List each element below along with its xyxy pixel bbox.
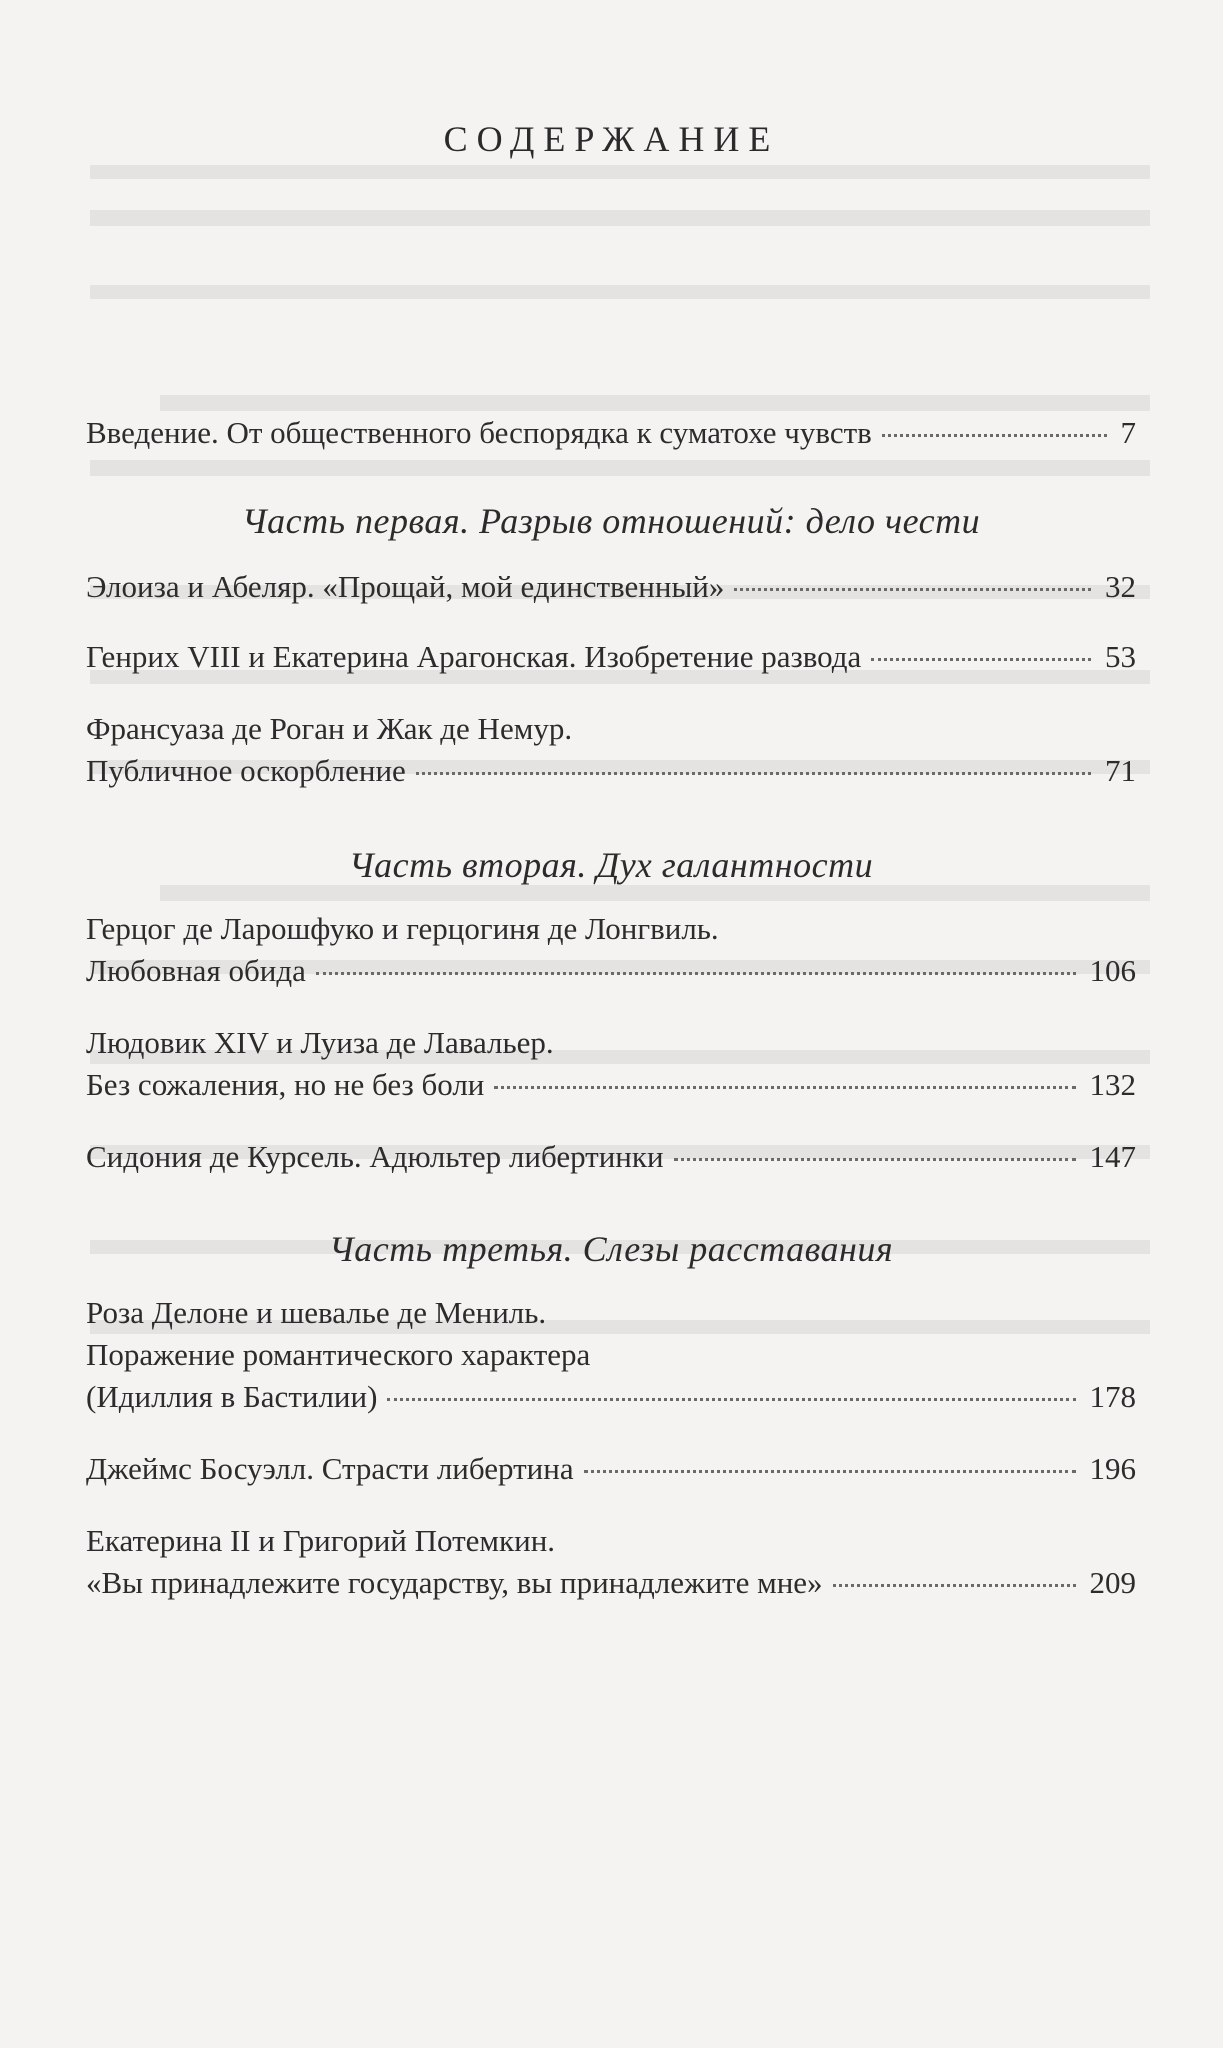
page-title: СОДЕРЖАНИЕ (443, 119, 780, 159)
toc-entry[interactable] (86, 908, 1136, 992)
toc-entry[interactable] (86, 708, 1136, 792)
toc-entry[interactable] (86, 1292, 1136, 1418)
toc-entry-title-line: Герцог де Ларошфуко и герцогиня де Лонгвиль. (86, 911, 719, 946)
part-heading-1: Часть первая. Разрыв отношений: дело чести (241, 501, 981, 541)
dot-leader (387, 1398, 1075, 1401)
toc-entry-title: Сидония де Курсель. Адюльтер либертинки (86, 1139, 664, 1174)
part-heading-3: Часть третья. Слезы расставания (328, 1229, 894, 1269)
toc-entry[interactable] (86, 1136, 1136, 1178)
toc-page-number: 71 (1105, 753, 1136, 788)
toc-entry-title-line: Франсуаза де Роган и Жак де Немур. (86, 711, 573, 746)
toc-page-number: 106 (1089, 953, 1136, 988)
toc-page-number: 209 (1089, 1565, 1136, 1600)
toc-entry-title-line: Екатерина II и Григорий Потемкин. (86, 1523, 556, 1558)
toc-entry-title: Любовная обида (86, 953, 306, 988)
toc-entry-title: Элоиза и Абеляр. «Прощай, мой единственный» (86, 569, 725, 604)
toc-page-number: 7 (1120, 415, 1136, 450)
toc-entry-intro[interactable] (86, 412, 1136, 454)
table-of-contents (86, 412, 1136, 1604)
dot-leader (674, 1158, 1076, 1161)
toc-page-number: 132 (1089, 1067, 1136, 1102)
toc-entry-title-line: Людовик XIV и Луиза де Лавальер. (86, 1025, 554, 1060)
dot-leader (584, 1470, 1076, 1473)
toc-entry-title: «Вы принадлежите государству, вы принадлежите мне» (86, 1565, 823, 1600)
dot-leader (416, 772, 1091, 775)
toc-entry[interactable] (86, 566, 1136, 608)
toc-entry-title-line: Роза Делоне и шевалье де Мениль. (86, 1295, 547, 1330)
dot-leader (734, 588, 1091, 591)
dot-leader (494, 1086, 1075, 1089)
dot-leader (833, 1584, 1076, 1587)
toc-entry[interactable] (86, 1022, 1136, 1106)
toc-entry[interactable] (86, 636, 1136, 678)
toc-entry-title-line: Поражение романтического характера (86, 1337, 591, 1372)
toc-page-number: 32 (1105, 569, 1136, 604)
toc-entry-title: Публичное оскорбление (86, 753, 406, 788)
toc-entry-title: Джеймс Босуэлл. Страсти либертина (86, 1451, 574, 1486)
toc-entry[interactable] (86, 1520, 1136, 1604)
toc-entry-title: Генрих VIII и Екатерина Арагонская. Изобретение развода (86, 639, 862, 674)
toc-page-number: 53 (1105, 639, 1136, 674)
toc-page-number: 196 (1089, 1451, 1136, 1486)
dot-leader (316, 972, 1076, 975)
toc-entry-title: Введение. От общественного беспорядка к суматохе чувств (86, 415, 872, 450)
toc-page-number: 147 (1089, 1139, 1136, 1174)
toc-entry[interactable] (86, 1448, 1136, 1490)
toc-page-number: 178 (1089, 1379, 1136, 1414)
dot-leader (871, 658, 1091, 661)
dot-leader (882, 434, 1107, 437)
toc-entry-title: (Идиллия в Бастилии) (86, 1379, 378, 1414)
toc-entry-title: Без сожаления, но не без боли (86, 1067, 485, 1102)
part-heading-2: Часть вторая. Дух галантности (348, 845, 874, 885)
